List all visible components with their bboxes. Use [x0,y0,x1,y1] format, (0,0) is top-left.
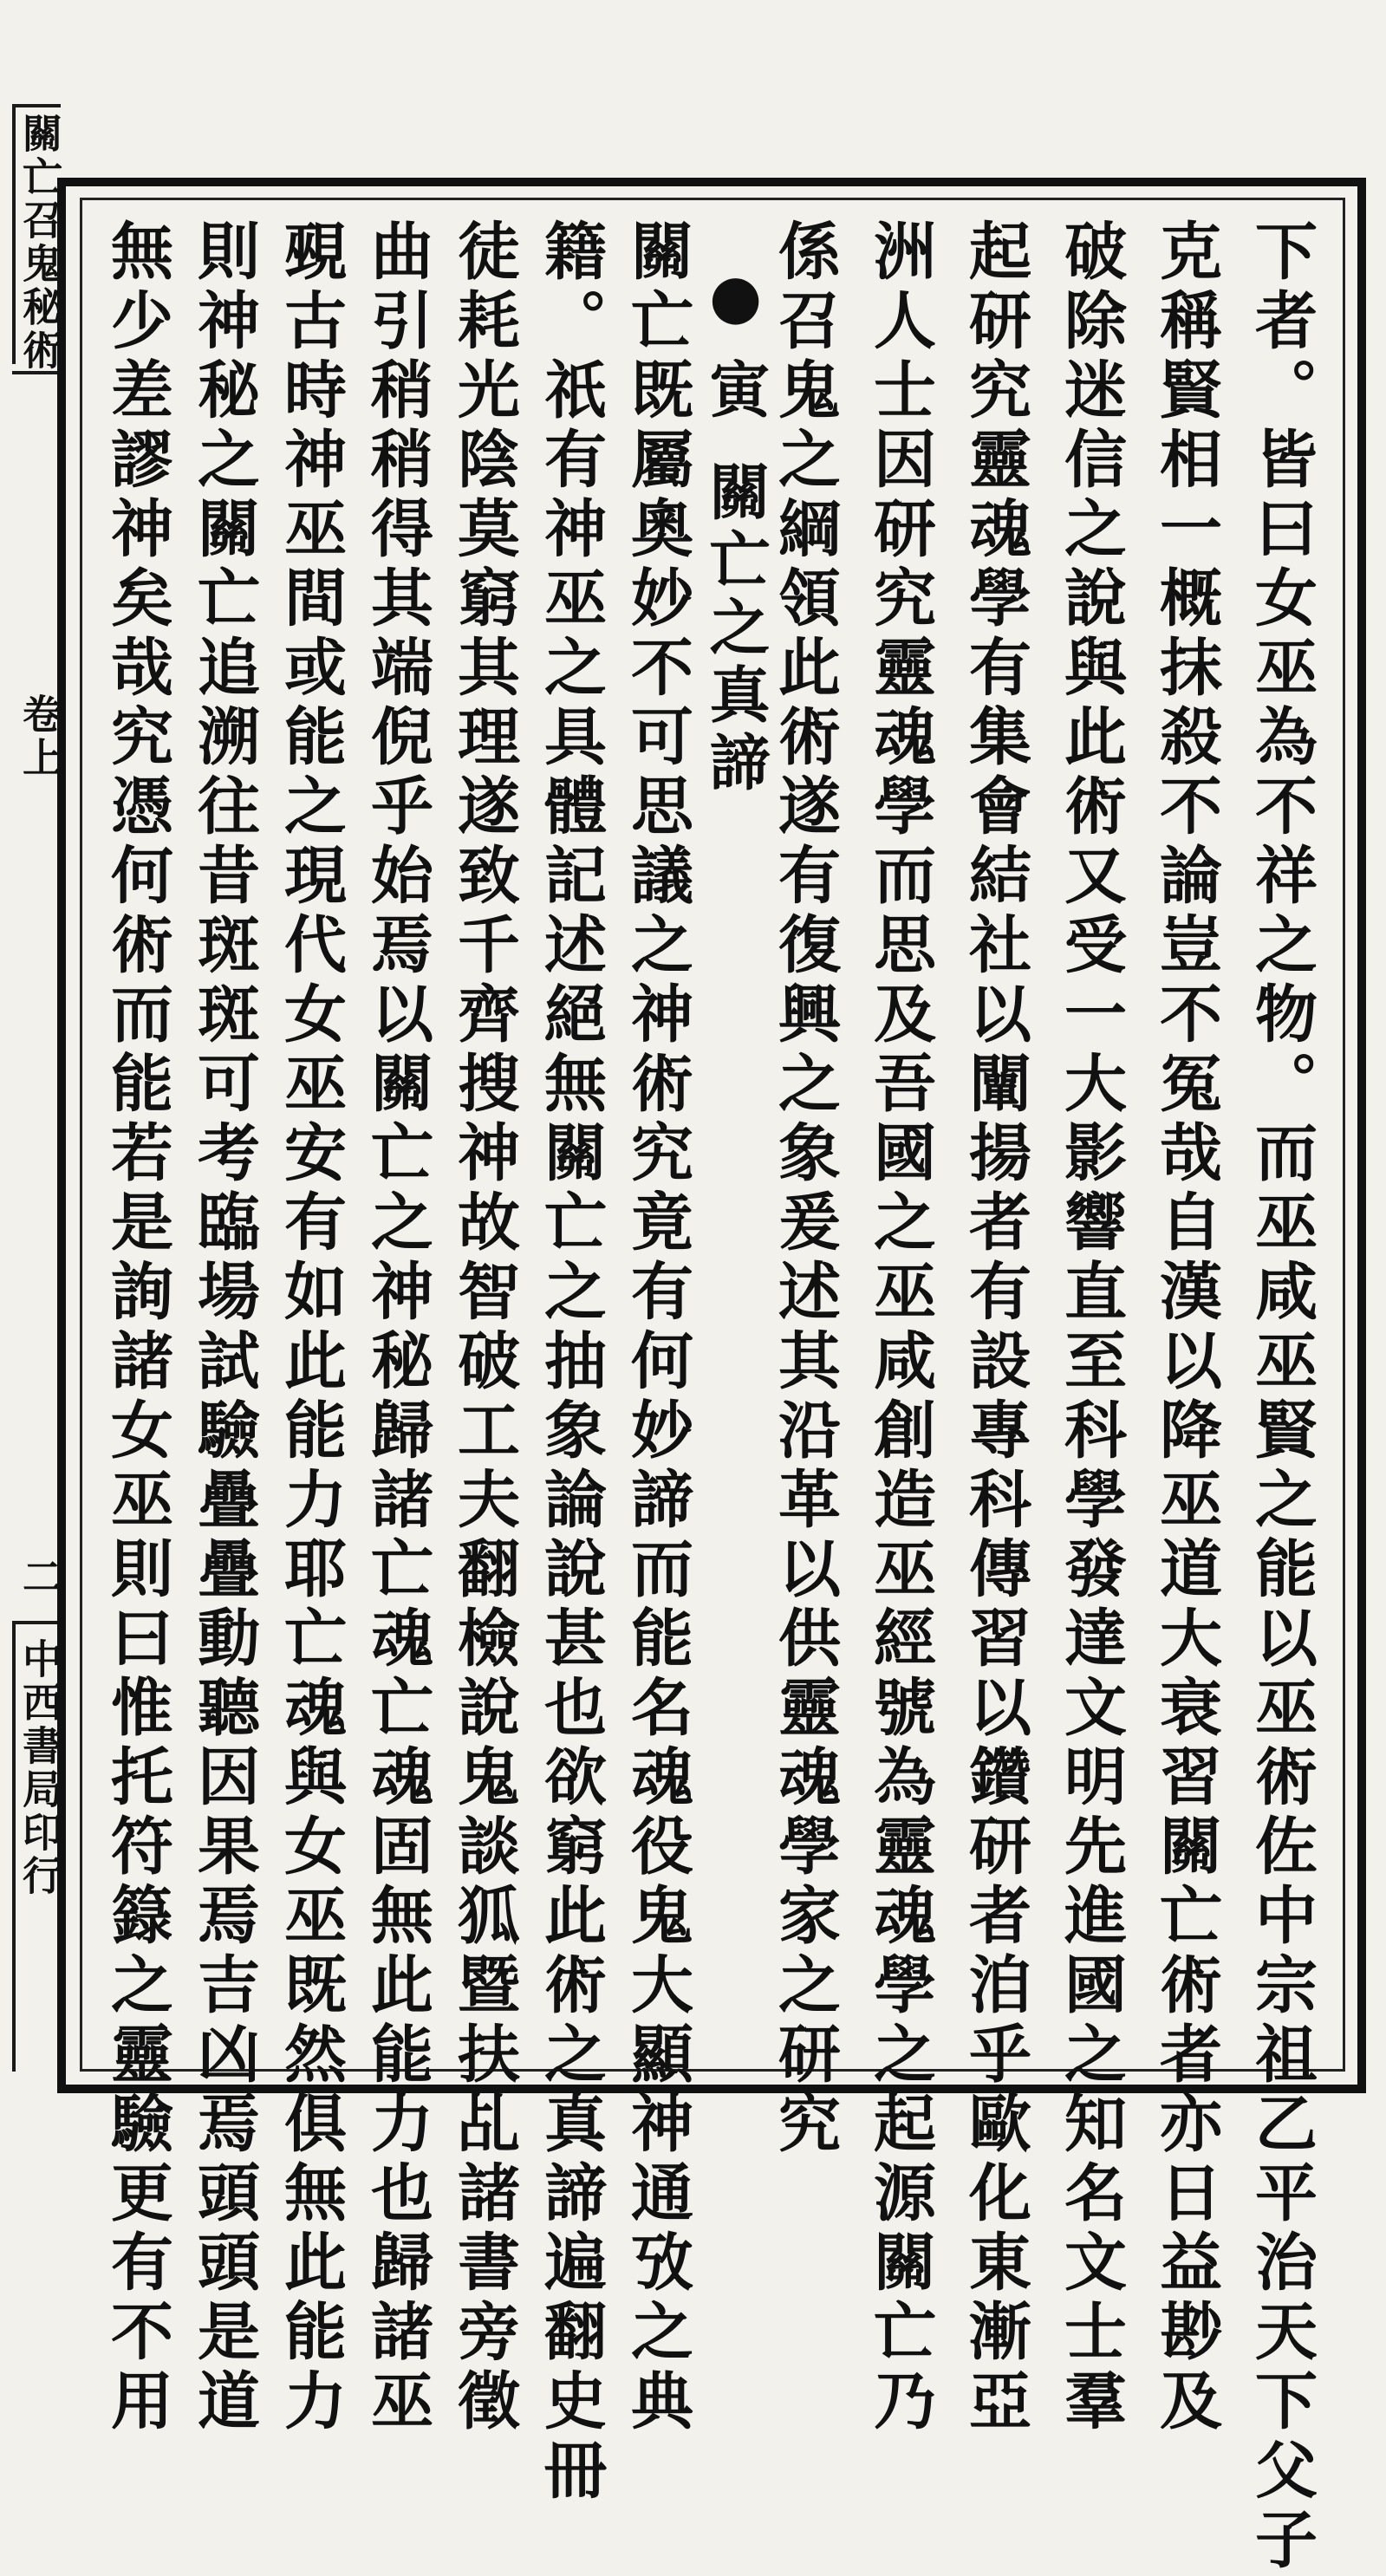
text-column: 係召鬼之綱領此術遂有復興之象爰述其沿革以供靈魂學家之研究 [768,218,842,2160]
margin-rule-mid [12,371,61,374]
bullet-icon: ● [700,260,771,358]
book-title: 關亡召鬼秘術 [16,113,63,373]
publisher-label: 中西書局印行 [16,1638,63,1898]
text-column: 徒耗光陰莫窮其理遂致千齊搜神故智破工夫翻檢說鬼談狐暨扶乩諸書旁徵 [447,218,521,2437]
text-column: 克稱賢相一概抹殺不論豈不冤哉自漢以降巫道大衰習關亡術者亦日益尠及 [1149,218,1223,2437]
section-title: 關亡之真諦 [700,460,771,798]
text-column: 下者。皆曰女巫為不祥之物。而巫咸巫賢之能以巫術佐中宗祖乙平治天下父子 [1245,218,1318,2576]
section-heading [693,260,777,2098]
text-column: 起研究靈魂學有集會結社以闡揚者有設專科傳習以鑽研者洎乎歐化東漸亞 [959,218,1032,2437]
text-column: 曲引稍稍得其端倪乎始焉以關亡之神秘歸諸亡魂亡魂固無此能力也歸諸巫 [361,218,434,2437]
text-column: 覡古時神巫間或能之現代女巫安有如此能力耶亡魂與女巫既然俱無此能力 [274,218,348,2437]
page-number: 二 [16,1556,63,1599]
text-column: 則神秘之關亡追溯往昔斑斑可考臨場試驗疊疊動聽因果焉吉凶焉頭頭是道 [187,218,261,2437]
volume-label: 卷上 [16,693,63,780]
text-column: 洲人士因研究靈魂學而思及吾國之巫咸創造巫經號為靈魂學之起源關亡乃 [863,218,937,2437]
text-column: 關亡既屬奧妙不可思議之神術究竟有何妙諦而能名魂役鬼大顯神通攷之典 [621,218,694,2437]
section-label: 寅 [700,358,771,426]
text-column: 籍。祇有神巫之具體記述絕無關亡之抽象論說甚也欲窮此術之真諦遍翻史冊 [534,218,608,2507]
text-column: 無少差謬神矣哉究憑何術而能若是詢諸女巫則曰惟托符籙之靈驗更有不用 [101,218,174,2437]
text-column: 破除迷信之說與此術又受一大影響直至科學發達文明先進國之知名文士羣 [1054,218,1128,2437]
